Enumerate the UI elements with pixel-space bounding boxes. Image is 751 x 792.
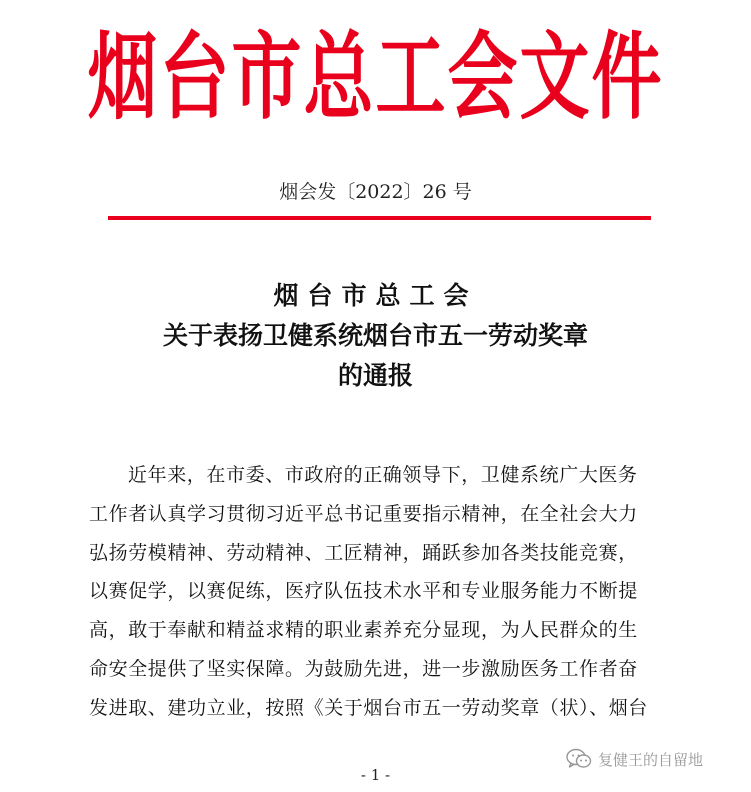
page-number: - 1 - — [360, 766, 391, 784]
masthead-title: 烟台市总工会文件 — [87, 19, 664, 132]
title-issuer: 烟台市总工会 — [273, 281, 478, 310]
watermark-text: 复健王的自留地 — [598, 750, 704, 769]
body-line: 近年来，在市委、市政府的正确领导下，卫健系统广大医务 — [128, 464, 638, 486]
title-subject: 关于表扬卫健系统烟台市五一劳动奖章 — [162, 321, 588, 350]
notice-title — [0, 276, 751, 396]
body-line: 以赛促学，以赛促练，医疗队伍技术水平和专业服务能力不断提 — [89, 580, 638, 603]
document-number: 烟会发〔2022〕26 号 — [279, 181, 472, 203]
body-line: 命安全提供了坚实保障。为鼓励先进，进一步激励医务工作者奋 — [89, 657, 638, 680]
body-line: 弘扬劳模精神、劳动精神、工匠精神，踊跃参加各类技能竞赛， — [89, 541, 638, 564]
body-line: 工作者认真学习贯彻习近平总书记重要指示精神，在全社会大力 — [89, 502, 638, 525]
body-line: 高，敢于奉献和精益求精的职业素养充分显现，为人民群众的生 — [89, 619, 638, 642]
body-line: 发进取、建功立业，按照《关于烟台市五一劳动奖章（状）、烟台 — [89, 696, 648, 719]
wechat-chat-bubble-icon — [566, 748, 592, 770]
masthead — [0, 14, 751, 139]
red-separator-line — [108, 216, 651, 220]
source-watermark — [566, 748, 703, 770]
title-suffix: 的通报 — [337, 361, 413, 390]
notice-body — [89, 456, 665, 728]
